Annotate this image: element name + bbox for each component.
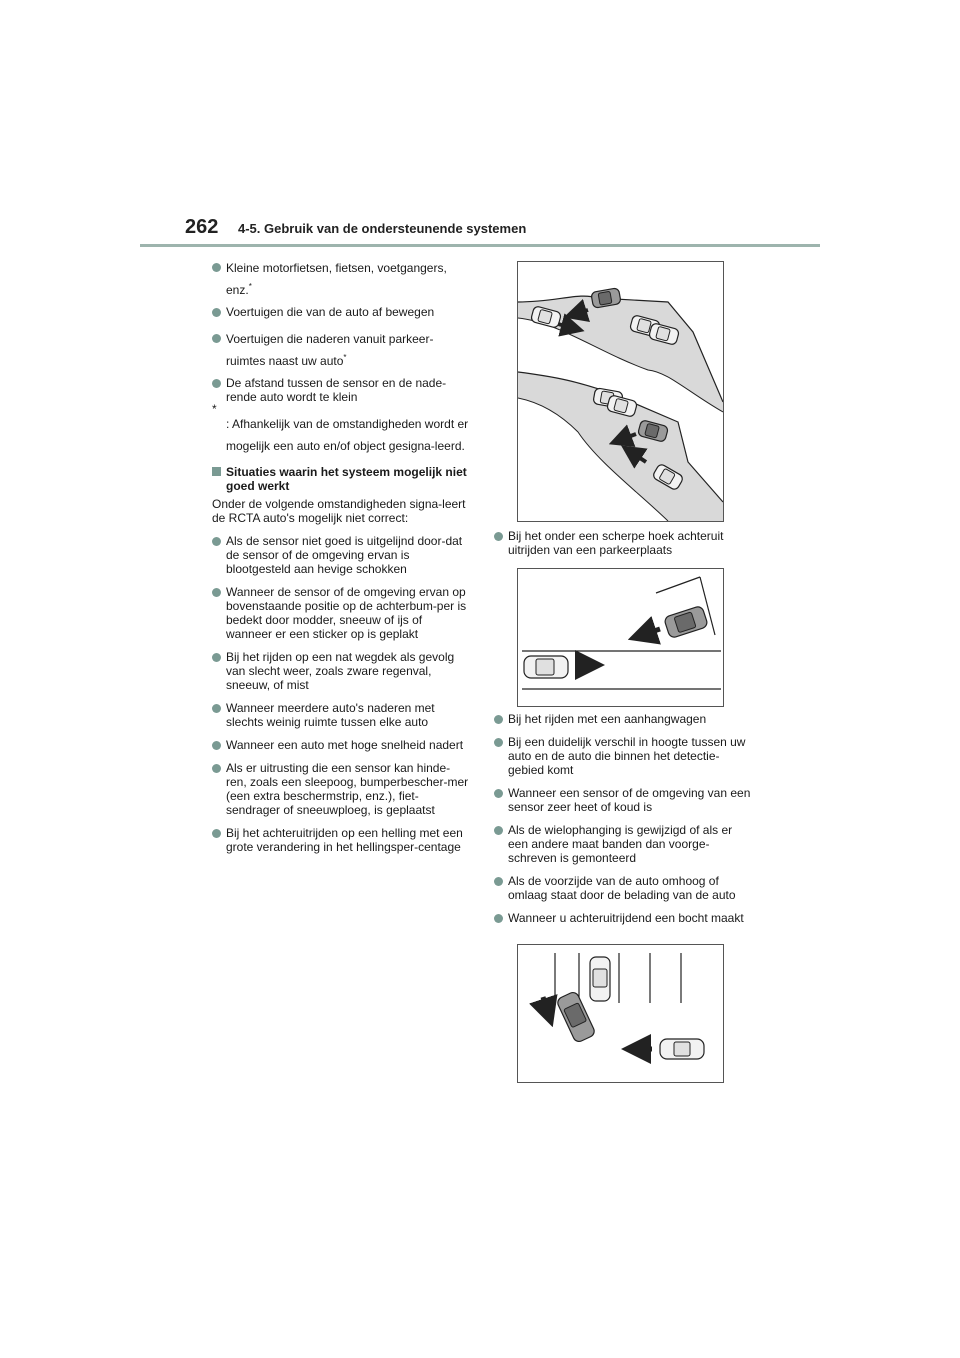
list-item: [494, 712, 754, 726]
list-item: [212, 376, 470, 404]
bullet-icon: [212, 537, 221, 546]
bullet-icon: [212, 334, 221, 343]
bullet-icon: [212, 653, 221, 662]
figure-reverse-turn: [517, 944, 724, 1083]
list-item: [212, 585, 470, 641]
bullet-icon: [212, 308, 221, 317]
list-item-text: Wanneer een sensor of de omgeving van een sensor zeer heet of koud is: [508, 786, 751, 814]
list-item: [494, 735, 754, 777]
footnote-marker: *: [248, 282, 252, 291]
list-item-text: Voertuigen die naderen vanuit parkeer-ruimtes naast uw auto: [226, 332, 434, 368]
figure-curved-road: [517, 261, 724, 522]
list-item-text: Als de sensor niet goed is uitgelijnd door-dat de sensor of de omgeving ervan is blootgesteld aan hevige schokken: [226, 534, 463, 576]
figure-angled-parking: [517, 568, 724, 707]
bullet-icon: [212, 704, 221, 713]
bullet-icon: [212, 588, 221, 597]
arrow-icon: [543, 997, 548, 1013]
bullet-icon: [494, 877, 503, 886]
list-item-text: Kleine motorfietsen, fietsen, voetgangers, enz.: [226, 261, 447, 297]
right-column-block-1: [494, 529, 754, 566]
car-icon: [664, 605, 709, 638]
bullet-icon: [212, 764, 221, 773]
bullet-icon: [494, 738, 503, 747]
bullet-icon: [494, 914, 503, 923]
bullet-icon: [212, 379, 221, 388]
header-rule: [140, 244, 820, 247]
car-icon: [524, 656, 568, 678]
list-item-text: Wanneer u achteruitrijdend een bocht maakt: [508, 911, 744, 925]
list-item: [212, 328, 470, 372]
list-item-text: Als de wielophanging is gewijzigd of als er een andere maat banden dan voorge-schreven is gemonteerd: [508, 823, 733, 865]
subheading-text: Situaties waarin het systeem mogelijk niet goed werkt: [226, 465, 467, 493]
list-item: [494, 911, 754, 925]
section-title: 4-5. Gebruik van de ondersteunende systemen: [238, 221, 527, 236]
list-item-text: Wanneer een auto met hoge snelheid nadert: [226, 738, 464, 752]
list-item-text: Wanneer meerdere auto's naderen met slechts weinig ruimte tussen elke auto: [226, 701, 435, 729]
list-item-text: Bij het rijden op een nat wegdek als gevolg van slecht weer, zoals zware regenval, sneeuw, of mist: [226, 650, 455, 692]
list-item: [212, 650, 470, 692]
list-item-text: Bij het rijden met een aanhangwagen: [508, 712, 707, 726]
list-item: [212, 738, 470, 752]
list-item: [494, 874, 754, 902]
footnote-marker: *: [343, 353, 347, 362]
list-item-text: Als er uitrusting die een sensor kan hinde-ren, zoals een sleepoog, bumperbescher-mer (een extra beschermstrip, enz.), fiet-sendrager of sneeuwploeg, is geplaatst: [226, 761, 469, 817]
footnote: * : Afhankelijk van de omstandigheden wordt er mogelijk een auto en/of object gesigna-leerd.: [212, 402, 469, 453]
list-item-text: Bij het achteruitrijden op een helling met een grote verandering in het hellingsper-centage: [226, 826, 463, 854]
bullet-icon: [494, 789, 503, 798]
bullet-icon: [494, 532, 503, 541]
car-icon: [556, 991, 596, 1044]
bullet-icon: [494, 715, 503, 724]
page-number: 262: [185, 216, 219, 238]
intro-paragraph: Onder de volgende omstandigheden signa-leert de RCTA auto's mogelijk niet correct:: [212, 497, 466, 525]
list-item: [212, 826, 470, 854]
footnote-text: : Afhankelijk van de omstandigheden wordt er mogelijk een auto en/of object gesigna-leerd.: [226, 417, 469, 453]
right-column-block-2: [494, 712, 754, 934]
car-icon: [590, 957, 610, 1001]
bullet-icon: [212, 263, 221, 272]
car-icon: [660, 1039, 704, 1059]
subheading: [212, 465, 470, 493]
arrow-icon: [642, 629, 660, 635]
bullet-icon: [212, 741, 221, 750]
list-item-text: Wanneer de sensor of de omgeving ervan op bovenstaande positie op de achterbum-per is bedekt door modder, sneeuw of ijs of wanneer er een sticker op is geplakt: [226, 585, 467, 641]
list-item-text: Voertuigen die van de auto af bewegen: [226, 305, 435, 319]
square-bullet-icon: [212, 467, 221, 476]
list-item-text: De afstand tussen de sensor en de nade-rende auto wordt te klein: [226, 376, 447, 404]
list-item-text: Bij het onder een scherpe hoek achteruit uitrijden van een parkeerplaats: [508, 529, 724, 557]
bullet-icon: [212, 829, 221, 838]
list-item: [494, 529, 754, 557]
list-item: [494, 823, 754, 865]
list-item: [212, 761, 470, 817]
list-item: [212, 534, 470, 576]
list-item-text: Bij een duidelijk verschil in hoogte tussen uw auto en de auto die binnen het detectie-gebied komt: [508, 735, 746, 777]
bullet-icon: [494, 826, 503, 835]
list-item: [494, 786, 754, 814]
page-header: [140, 210, 820, 246]
left-column: [212, 257, 470, 863]
list-item-text: Als de voorzijde van de auto omhoog of omlaag staat door de belading van de auto: [508, 874, 736, 902]
list-item: [212, 701, 470, 729]
list-item: [212, 257, 470, 301]
list-item: [212, 305, 470, 319]
